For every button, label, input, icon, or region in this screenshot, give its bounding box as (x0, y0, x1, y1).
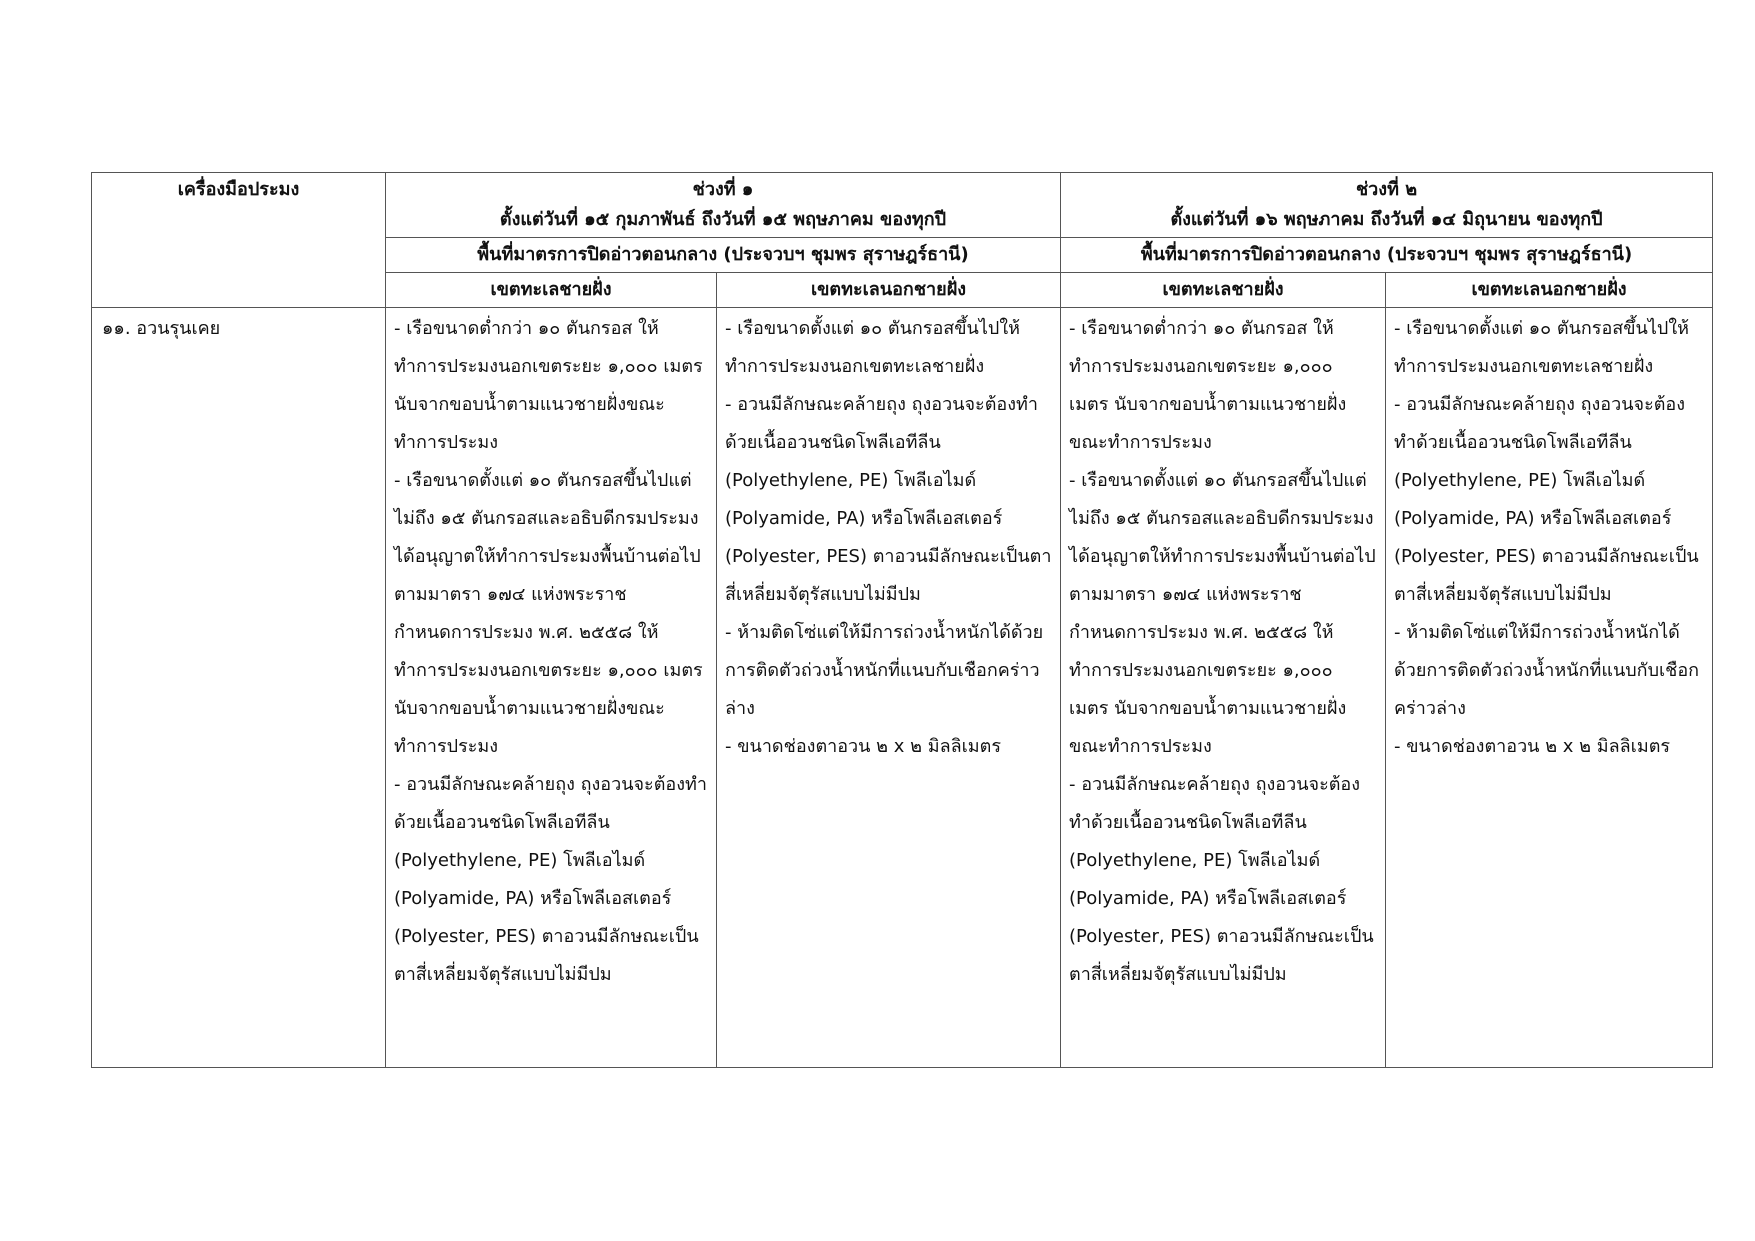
period-2-header (1061, 173, 1713, 238)
period-1-offshore-header: เขตทะเลนอกชายฝั่ง (717, 273, 1061, 308)
period-2-title: ช่วงที่ ๒ (1355, 179, 1418, 200)
period-1-title: ช่วงที่ ๑ (692, 179, 754, 200)
p1-offshore-rule: - อวนมีลักษณะคล้ายถุง ถุงอวนจะต้องทำด้วยเนื้ออวนชนิดโพลีเอทีลีน (Polyethylene, PE) โพลีเอไมด์ (Polyamide, PA) หรือโพลีเอสเตอร์ (Polyester, PES) ตาอวนมีลักษณะเป็นตาสี่เหลี่ยมจัตุรัสแบบไม่มีปม (725, 394, 1052, 605)
period-1-coastal-header: เขตทะเลชายฝั่ง (386, 273, 717, 308)
p1-offshore-rule: - เรือขนาดตั้งแต่ ๑๐ ตันกรอสขึ้นไปให้ทำการประมงนอกเขตทะเลชายฝั่ง (725, 318, 1020, 377)
fishing-regulation-table (91, 172, 1713, 1068)
p1-offshore-rule: - ห้ามติดโซ่แต่ให้มีการถ่วงน้ำหนักได้ด้วยการติดตัวถ่วงน้ำหนักที่แนบกับเชือกคร่าวล่าง (725, 622, 1044, 719)
p1-coastal-rule: - เรือขนาดตั้งแต่ ๑๐ ตันกรอสขึ้นไปแต่ไม่ถึง ๑๕ ตันกรอสและอธิบดีกรมประมงได้อนุญาตให้ทำการประมงพื้นบ้านต่อไปตามมาตรา ๑๗๔ แห่งพระราชกำหนดการประมง พ.ศ. ๒๕๕๘ ให้ทำการประมงนอกเขตระยะ ๑,๐๐๐ เมตร นับจากขอบน้ำตามแนวชายฝั่งขณะทำการประมง (394, 470, 703, 757)
p2-offshore-rule: - ขนาดช่องตาอวน ๒ x ๒ มิลลิเมตร (1394, 736, 1671, 757)
p1-coastal-rule: - เรือขนาดต่ำกว่า ๑๐ ตันกรอส ให้ทำการประมงนอกเขตระยะ ๑,๐๐๐ เมตร นับจากขอบน้ำตามแนวชายฝั่งขณะทำการประมง (394, 318, 703, 453)
p2-coastal-cell (1061, 308, 1386, 1068)
period-2-coastal-header: เขตทะเลชายฝั่ง (1061, 273, 1386, 308)
table-row (92, 308, 1713, 1068)
period-1-area: พื้นที่มาตรการปิดอ่าวตอนกลาง (ประจวบฯ ชุมพร สุราษฎร์ธานี) (386, 238, 1061, 273)
p2-coastal-rule: - อวนมีลักษณะคล้ายถุง ถุงอวนจะต้องทำด้วยเนื้ออวนชนิดโพลีเอทีลีน (Polyethylene, PE) โพลีเอไมด์ (Polyamide, PA) หรือโพลีเอสเตอร์ (Polyester, PES) ตาอวนมีลักษณะเป็นตาสี่เหลี่ยมจัตุรัสแบบไม่มีปม (1069, 774, 1374, 985)
period-2-dates: ตั้งแต่วันที่ ๑๖ พฤษภาคม ถึงวันที่ ๑๔ มิถุนายน ของทุกปี (1170, 209, 1603, 230)
p1-offshore-rule: - ขนาดช่องตาอวน ๒ x ๒ มิลลิเมตร (725, 736, 1002, 757)
gear-name: ๑๑. อวนรุนเคย (102, 318, 221, 339)
p2-offshore-cell (1386, 308, 1713, 1068)
gear-cell (92, 308, 386, 1068)
p2-offshore-rule: - อวนมีลักษณะคล้ายถุง ถุงอวนจะต้องทำด้วยเนื้ออวนชนิดโพลีเอทีลีน (Polyethylene, PE) โพลีเอไมด์ (Polyamide, PA) หรือโพลีเอสเตอร์ (Polyester, PES) ตาอวนมีลักษณะเป็นตาสี่เหลี่ยมจัตุรัสแบบไม่มีปม (1394, 394, 1699, 605)
header-row-period (92, 173, 1713, 238)
p1-offshore-cell (717, 308, 1061, 1068)
period-2-offshore-header: เขตทะเลนอกชายฝั่ง (1386, 273, 1713, 308)
p2-offshore-rule: - เรือขนาดตั้งแต่ ๑๐ ตันกรอสขึ้นไปให้ทำการประมงนอกเขตทะเลชายฝั่ง (1394, 318, 1689, 377)
p2-coastal-rule: - เรือขนาดต่ำกว่า ๑๐ ตันกรอส ให้ทำการประมงนอกเขตระยะ ๑,๐๐๐ เมตร นับจากขอบน้ำตามแนวชายฝั่งขณะทำการประมง (1069, 318, 1347, 453)
period-1-dates: ตั้งแต่วันที่ ๑๕ กุมภาพันธ์ ถึงวันที่ ๑๕ พฤษภาคม ของทุกปี (499, 209, 947, 230)
gear-column-header: เครื่องมือประมง (92, 173, 386, 308)
p2-offshore-rule: - ห้ามติดโซ่แต่ให้มีการถ่วงน้ำหนักได้ด้วยการติดตัวถ่วงน้ำหนักที่แนบกับเชือกคร่าวล่าง (1394, 622, 1700, 719)
p2-coastal-rule: - เรือขนาดตั้งแต่ ๑๐ ตันกรอสขึ้นไปแต่ไม่ถึง ๑๕ ตันกรอสและอธิบดีกรมประมงได้อนุญาตให้ทำการประมงพื้นบ้านต่อไปตามมาตรา ๑๗๔ แห่งพระราชกำหนดการประมง พ.ศ. ๒๕๕๘ ให้ทำการประมงนอกเขตระยะ ๑,๐๐๐ เมตร นับจากขอบน้ำตามแนวชายฝั่งขณะทำการประมง (1069, 470, 1376, 757)
p1-coastal-cell (386, 308, 717, 1068)
period-1-header (386, 173, 1061, 238)
regulation-sheet (91, 172, 1712, 1068)
p1-coastal-rule: - อวนมีลักษณะคล้ายถุง ถุงอวนจะต้องทำด้วยเนื้ออวนชนิดโพลีเอทีลีน (Polyethylene, PE) โพลีเอไมด์ (Polyamide, PA) หรือโพลีเอสเตอร์ (Polyester, PES) ตาอวนมีลักษณะเป็นตาสี่เหลี่ยมจัตุรัสแบบไม่มีปม (394, 774, 707, 985)
period-2-area: พื้นที่มาตรการปิดอ่าวตอนกลาง (ประจวบฯ ชุมพร สุราษฎร์ธานี) (1061, 238, 1713, 273)
